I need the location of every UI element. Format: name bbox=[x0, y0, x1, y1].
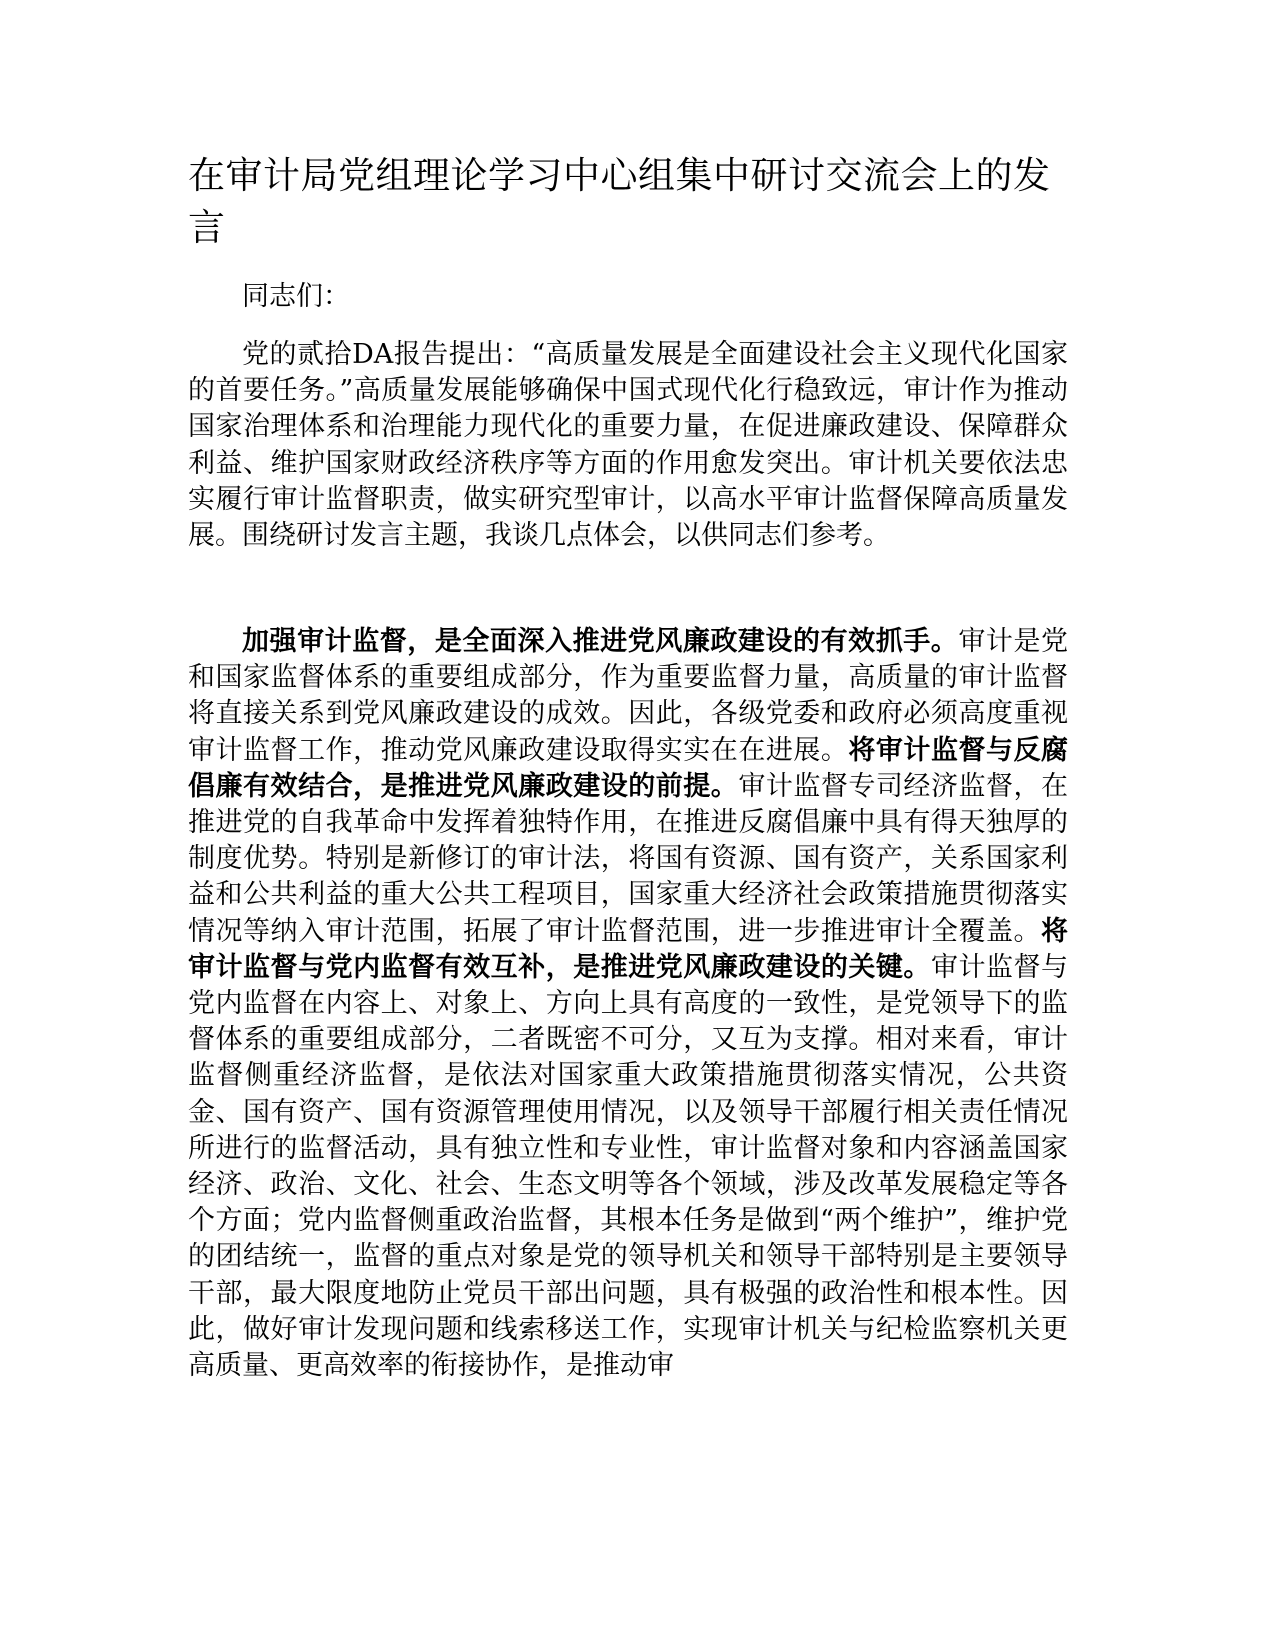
document-title: 在审计局党组理论学习中心组集中研讨交流会上的发言 bbox=[188, 154, 1051, 249]
document-page bbox=[188, 0, 1068, 1650]
paragraph-intro: 党的贰拾DA报告提出：“高质量发展是全面建设社会主义现代化国家的首要任务。”高质量发展能够确保中国式现代化行稳致远，审计作为推动国家治理体系和治理能力现代化的重要力量，在促进廉政建设、保障群众利益、维护国家财政经济秩序等方面的作用愈发突出。审计机关要依法忠实履行审计监督职责，做实研究型审计，以高水平审计监督保障高质量发展。围绕研讨发言主题，我谈几点体会，以供同志们参考。 bbox=[188, 339, 1068, 552]
paragraph-text-1: 审计是党和国家监督体系的重要组成部分，作为重要监督力量，高质量的审计监督将直接关系到党风廉政建设的成效。因此，各级党委和政府必须高度重视审计监督工作，推动党风廉政建设取得实实在在进展。 bbox=[188, 626, 1068, 766]
paragraph-text-3: 审计监督与党内监督在内容上、对象上、方向上具有高度的一致性，是党领导下的监督体系的重要组成部分，二者既密不可分，又互为支撑。相对来看，审计监督侧重经济监督，是依法对国家重大政策措施贯彻落实情况，公共资金、国有资产、国有资源管理使用情况，以及领导干部履行相关责任情况所进行的监督活动，具有独立性和专业性，审计监督对象和内容涵盖国家经济、政治、文化、社会、生态文明等各个领域，涉及改革发展稳定等各个方面；党内监督侧重政治监督，其根本任务是做到“两个维护”，维护党的团结统一，监督的重点对象是党的领导机关和领导干部特别是主要领导干部，最大限度地防止党员干部出问题，具有极强的政治性和根本性。因此，做好审计发现问题和线索移送工作，实现审计机关与纪检监察机关更高质量、更高效率的衔接协作，是推动审 bbox=[188, 951, 1069, 1382]
paragraph-text-2: 审计监督专司经济监督，在推进党的自我革命中发挥着独特作用，在推进反腐倡廉中具有得天独厚的制度优势。特别是新修订的审计法，将国有资源、国有资产，关系国家利益和公共利益的重大公共工程项目，国家重大经济社会政策措施贯彻落实情况等纳入审计范围，拓展了审计监督范围，进一步推进审计全覆盖。 bbox=[188, 770, 1069, 947]
bold-heading-1: 加强审计监督，是全面深入推进党风廉政建设的有效抓手。 bbox=[242, 626, 959, 657]
paragraph-audit-supervision bbox=[188, 624, 1068, 1384]
greeting: 同志们： bbox=[242, 281, 350, 312]
bold-heading-2: 将审计监督与反腐倡廉有效结合，是推进党风廉政建设的前提。 bbox=[188, 734, 1069, 802]
bold-heading-3: 将审计监督与党内监督有效互补，是推进党风廉政建设的关键。 bbox=[188, 915, 1068, 983]
